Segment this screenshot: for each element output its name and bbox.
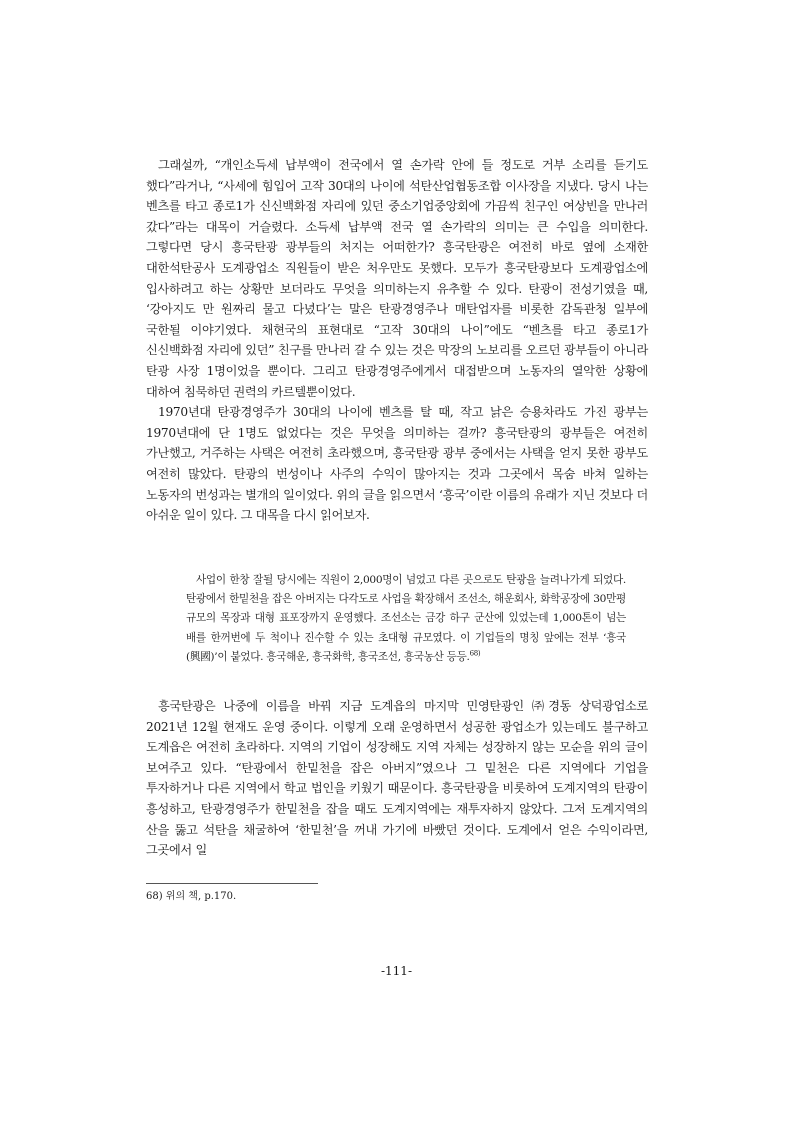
body-paragraph: 흥국탄광은 나중에 이름을 바꿔 지금 도계읍의 마지막 민영탄광인 ㈜경동 상덕광업소로 2021년 12월 현재도 운영 중이다. 이렇게 오래 운영하면서 성공한 광업소가 있는데도 불구하고 도계읍은 여전히 초라하다. 지역의 기업이 성장해도 지역 자체는 성장하지 않는 모순을 위의 글이 보여주고 있다. “탄광에서 한밑천을 잡은 아버지”였으나 그 밑천은 다른 지역에다 기업을 투자하거나 다른 지역에서 학교 법인을 키웠기 때문이다. 흥국탄광을 비롯하여 도계지역의 탄광이 흥성하고, 탄광경영주가 한밑천을 잡을 때도 도계지역에는 재투자하지 않았다. 그저 도계지역의 산을 뚫고 석탄을 채굴하여 ‘한밑천’을 꺼내 가기에 바빴던 것이다. 도계에서 얻은 수익이라면, 그곳에서 일 — [146, 699, 648, 858]
quote-text — [186, 571, 626, 667]
block-quote — [186, 571, 626, 667]
body-paragraph: 1970년대 탄광경영주가 30대의 나이에 벤츠를 탈 때, 작고 낡은 승용차라도 가진 광부는 1970년대에 단 1명도 없었다는 것은 무엇을 의미하는 걸까? 흥국탄광의 광부들은 여전히 가난했고, 거주하는 사택은 여전히 초라했으며, 흥국탄광 광부 중에서는 사택을 얻지 못한 광부도 여전히 많았다. 탄광의 번성이나 사주의 수익이 많아지는 것과 그곳에서 목숨 바쳐 일하는 노동자의 번성과는 별개의 일이었다. 위의 글을 읽으면서 ‘흥국’이란 이름의 유래가 지닌 것보다 더 아쉬운 일이 있다. 그 대목을 다시 읽어보자. — [146, 405, 648, 523]
page-number: -111- — [380, 964, 412, 978]
footnote: 68) 위의 책, p.170. — [146, 891, 237, 902]
footnote-divider — [146, 883, 318, 884]
footnote-reference: 68) — [469, 649, 481, 658]
body-section-bottom — [146, 696, 648, 861]
quote-body: 사업이 한창 잘될 당시에는 직원이 2,000명이 넘었고 다른 곳으로도 탄광을 늘려나가게 되었다. 탄광에서 한밑천을 잡은 아버지는 다각도로 사업을 확장해서 조선소, 해운회사, 화학공장에 30만평 규모의 목장과 대형 표포장까지 운영했다. 조선소는 금강 하구 군산에 있었는데 1,000톤이 넘는 배를 한꺼번에 두 척이나 진수할 수 있는 초대형 규모였다. 이 기업들의 명칭 앞에는 전부 ‘흥국(興國)’이 붙었다. 흥국해운, 흥국화학, 흥국조선, 흥국농산 등등. — [186, 574, 626, 663]
body-paragraph: 그래설까, “개인소득세 납부액이 전국에서 열 손가락 안에 들 정도로 거부 소리를 듣기도 했다”라거나, “사세에 힘입어 고작 30대의 나이에 석탄산업협동조합 이사장을 지냈다. 당시 나는 벤츠를 타고 종로1가 신신백화점 자리에 있던 중소기업중앙회에 가끔씩 친구인 여상빈을 만나러 갔다”라는 대목이 거슬렸다. 소득세 납부액 전국 열 손가락의 의미는 큰 수입을 의미한다. 그렇다면 당시 흥국탄광 광부들의 처지는 어떠한가? 흥국탄광은 여전히 바로 옆에 소재한 대한석탄공사 도계광업소 직원들이 받은 처우만도 못했다. 모두가 흥국탄광보다 도계광업소에 입사하려고 하는 상황만 보더라도 무엇을 의미하는지 유추할 수 있다. 탄광이 전성기였을 때, ‘강아지도 만 원짜리 물고 다녔다’는 말은 탄광경영주나 매탄업자를 비롯한 감독관청 일부에 국한될 이야기였다. 채현국의 표현대로 “고작 30대의 나이”에도 “벤츠를 타고 종로1가 신신백화점 자리에 있던” 친구를 만나러 갈 수 있는 것은 막장의 노보리를 오르던 광부들이 아니라 탄광 사장 1명이었을 뿐이다. 그리고 탄광경영주에게서 대접받으며 노동자의 열악한 상황에 대하여 침묵하던 권력의 카르텔뿐이었다. — [146, 158, 648, 399]
body-section-top — [146, 155, 648, 526]
